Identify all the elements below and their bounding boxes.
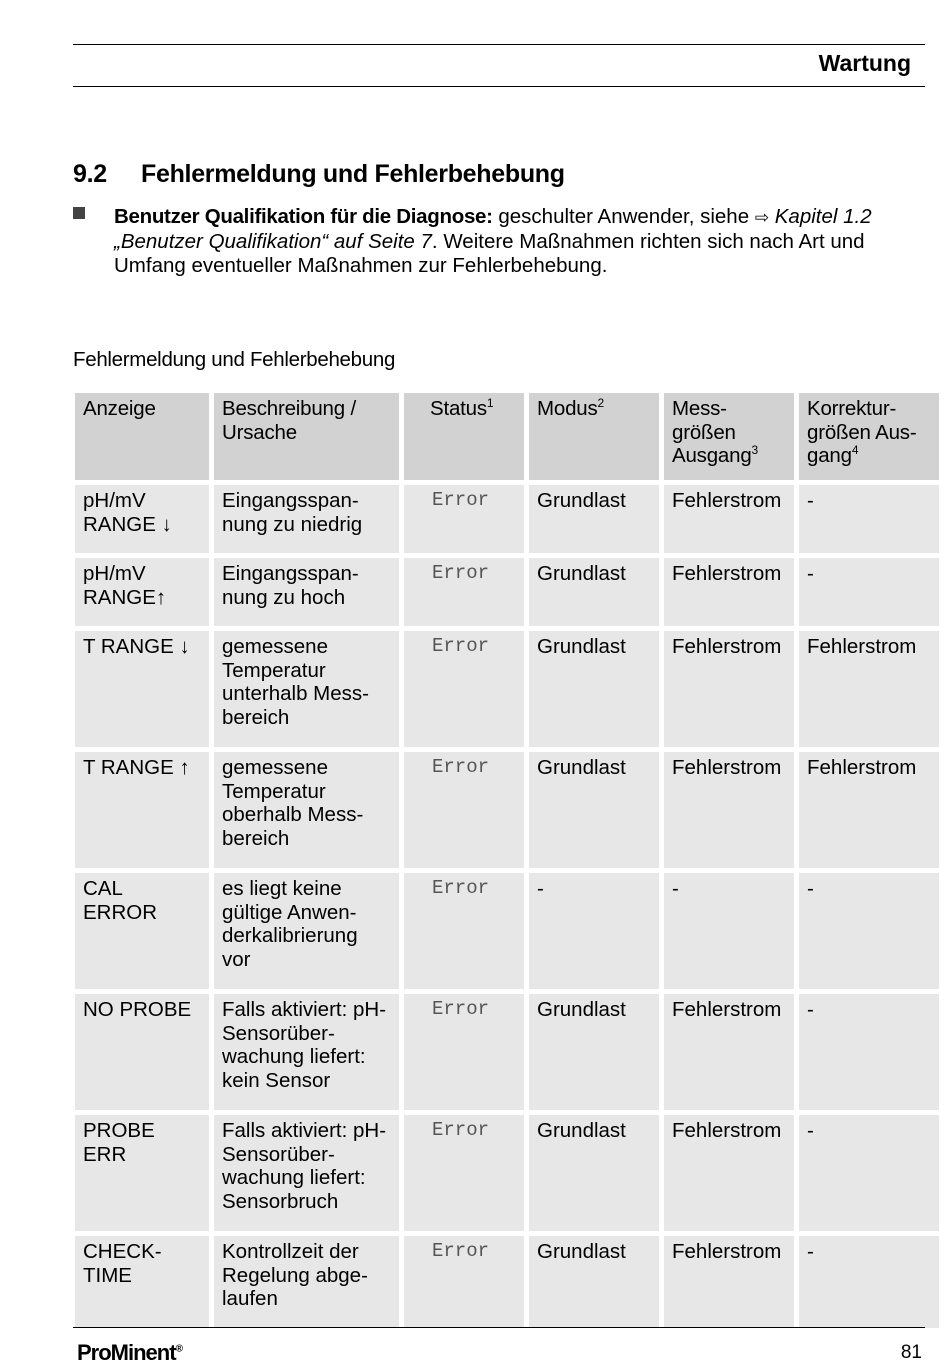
header-cell: Anzeige <box>75 393 209 480</box>
table-row <box>75 1236 939 1328</box>
table-cell: Fehlerstrom <box>664 752 794 868</box>
header-rule-bottom <box>73 86 925 87</box>
header-cell: Modus$^2$ <box>529 393 659 480</box>
table-cell: Eingangsspan-nung zu niedrig <box>214 485 399 553</box>
table-cell: Fehlerstrom <box>664 994 794 1110</box>
table-caption: Fehlermeldung und Fehlerbehebung <box>73 348 396 371</box>
table-cell: NO PROBE <box>75 994 209 1110</box>
table-cell: es liegt keine gültige Anwen-derkalibrierung vor <box>214 873 399 989</box>
chapter-link[interactable]: Kapitel 1.2 „Benutzer Qualifikation“ auf Seite 7 <box>114 205 872 253</box>
table-cell: Grundlast <box>529 1115 659 1231</box>
table-cell: Fehlerstrom <box>664 558 794 626</box>
section-title: Fehlermeldung und Fehlerbehebung <box>141 160 565 188</box>
table-cell: - <box>799 994 939 1110</box>
qualification-label: Benutzer Qualifikation für die Diagnose: <box>114 205 493 228</box>
header-cell: Korrektur-größen Aus-gang$^4$ <box>799 393 939 480</box>
table-cell: Error <box>404 752 524 868</box>
table-cell: Error <box>404 1115 524 1231</box>
table-row <box>75 873 939 989</box>
prominent-logo: ProMinent® <box>77 1340 182 1365</box>
header-rule-top <box>73 44 925 45</box>
table-cell: Error <box>404 873 524 989</box>
table-cell: - <box>799 558 939 626</box>
table-cell: Grundlast <box>529 1236 659 1328</box>
table-row <box>75 485 939 553</box>
table-cell: - <box>799 873 939 989</box>
header-cell: Status$^1$ <box>404 393 524 480</box>
paragraph-text: geschulter Anwender, siehe <box>492 205 755 228</box>
table-cell: - <box>799 485 939 553</box>
table-cell: Error <box>404 1236 524 1328</box>
table-cell: pH/mV RANGE ↓ <box>75 485 209 553</box>
header-cell: Mess-größen Ausgang$^3$ <box>664 393 794 480</box>
table-cell: Eingangsspan-nung zu hoch <box>214 558 399 626</box>
table-cell: gemessene Temperatur unterhalb Mess-bereich <box>214 631 399 747</box>
error-table <box>70 388 944 1333</box>
table-cell: PROBE ERR <box>75 1115 209 1231</box>
table-cell: Error <box>404 485 524 553</box>
table-cell: - <box>799 1115 939 1231</box>
table-cell: Falls aktiviert: pH-Sensorüber-wachung liefert: Sensorbruch <box>214 1115 399 1231</box>
table-cell: Falls aktiviert: pH-Sensorüber-wachung liefert: kein Sensor <box>214 994 399 1110</box>
table-row <box>75 631 939 747</box>
table-cell: - <box>529 873 659 989</box>
table-cell: Error <box>404 558 524 626</box>
table-cell: CHECK-TIME <box>75 1236 209 1328</box>
header-title: Wartung <box>818 50 911 76</box>
table-row <box>75 1115 939 1231</box>
table-row <box>75 558 939 626</box>
table-cell: gemessene Temperatur oberhalb Mess-bereich <box>214 752 399 868</box>
table-cell: T RANGE ↓ <box>75 631 209 747</box>
table-cell: Kontrollzeit der Regelung abge-laufen <box>214 1236 399 1328</box>
table-cell: Fehlerstrom <box>664 485 794 553</box>
section-number: 9.2 <box>73 160 107 188</box>
table-cell: Error <box>404 994 524 1110</box>
arrow-link-icon: ⇨ <box>754 208 770 227</box>
table-row <box>75 994 939 1110</box>
qualification-paragraph <box>114 205 914 278</box>
table-cell: T RANGE ↑ <box>75 752 209 868</box>
footer-rule <box>73 1327 925 1328</box>
table-cell: Grundlast <box>529 631 659 747</box>
table-cell: Grundlast <box>529 558 659 626</box>
table-header-row <box>75 393 939 480</box>
header-cell: Beschreibung / Ursache <box>214 393 399 480</box>
table-cell: Grundlast <box>529 485 659 553</box>
table-cell: Fehlerstrom <box>799 631 939 747</box>
table-cell: Fehlerstrom <box>664 631 794 747</box>
table-cell: - <box>799 1236 939 1328</box>
bullet-square-icon <box>73 207 85 219</box>
table-cell: Fehlerstrom <box>664 1236 794 1328</box>
page-number: 81 <box>900 1342 922 1363</box>
table-cell: - <box>664 873 794 989</box>
table-row <box>75 752 939 868</box>
table-cell: Error <box>404 631 524 747</box>
table-cell: Fehlerstrom <box>799 752 939 868</box>
section-heading <box>73 160 565 189</box>
table-cell: Grundlast <box>529 994 659 1110</box>
table-cell: CAL ERROR <box>75 873 209 989</box>
table-cell: pH/mV RANGE↑ <box>75 558 209 626</box>
table-cell: Fehlerstrom <box>664 1115 794 1231</box>
paragraph-text-2: . Weitere Maßnahmen richten sich nach Art und Umfang eventueller Maßnahmen zur Fehlerbehebung. <box>114 230 865 277</box>
table-cell: Grundlast <box>529 752 659 868</box>
